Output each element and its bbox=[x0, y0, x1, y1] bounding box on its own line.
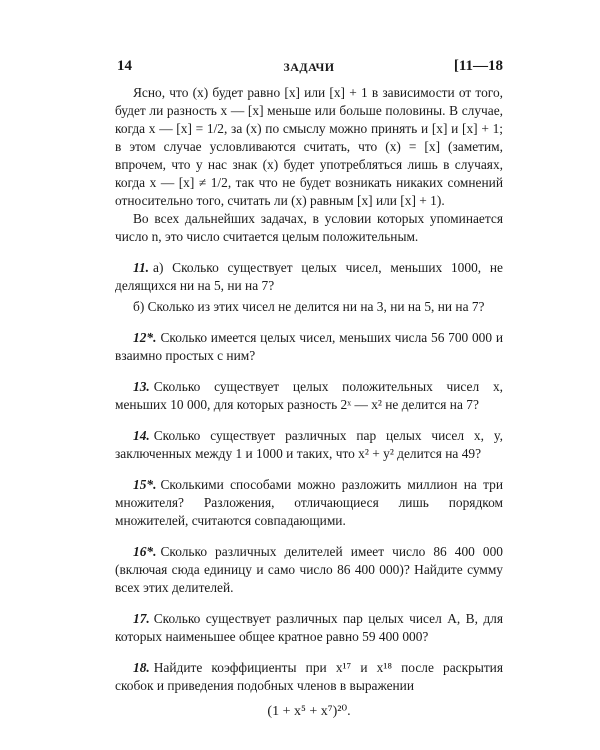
page-body bbox=[115, 84, 503, 721]
problem-text: Сколько различных делителей имеет число 86 400 000 (включая сюда единицу и само число 86 400 000)? Найдите сумму всех этих делителей. bbox=[115, 544, 503, 595]
problem-text: Сколько существует различных пар целых чисел x, y, заключенных между 1 и 1000 и таких, что x² + y² делится на 49? bbox=[115, 428, 503, 461]
problem-11a bbox=[115, 259, 503, 295]
problem-number: 12*. bbox=[133, 330, 157, 345]
chapter-title: ЗАДАЧИ bbox=[283, 60, 335, 74]
problem-number: 13. bbox=[133, 379, 150, 394]
problem-number: 11. bbox=[133, 260, 149, 275]
problem-13 bbox=[115, 378, 503, 414]
problem-text: Сколько существует целых положительных чисел x, меньших 10 000, для которых разность 2ˣ — x² не делится на 7? bbox=[115, 379, 503, 412]
problem-11b bbox=[115, 298, 503, 316]
problem-text: Найдите коэффициенты при x¹⁷ и x¹⁸ после раскрытия скобок и приведения подобных членов в выражении bbox=[115, 660, 503, 693]
problem-number: 14. bbox=[133, 428, 150, 443]
problem-17 bbox=[115, 610, 503, 646]
problem-range: [11—18 bbox=[453, 58, 503, 74]
problem-14 bbox=[115, 427, 503, 463]
problem-text: Сколькими способами можно разложить миллион на три множителя? Разложения, отличающиеся лишь порядком множителей, считаются совпадающими. bbox=[115, 477, 503, 528]
problem-18 bbox=[115, 659, 503, 695]
problem-number: 18. bbox=[133, 660, 150, 675]
problem-text: б) Сколько из этих чисел не делится ни на 3, ни на 5, ни на 7? bbox=[133, 299, 485, 314]
intro-paragraph-2: Во всех дальнейших задачах, в условии которых упоминается число n, это число считается целым положительным. bbox=[115, 211, 503, 244]
problem-number: 17. bbox=[133, 611, 150, 626]
intro-paragraph: Ясно, что (x) будет равно [x] или [x] + 1 в зависимости от того, будет ли разность x — [x] меньше или больше половины. В случае, когда x — [x] = 1/2, за (x) по смыслу можно принять и [x] и [x] + 1; в этом случае условливаются считать, что (x) = [x] (заметим, впрочем, что у нас знак (x) будет употребляться лишь в случаях, когда x — [x] ≠ 1/2, так что не будет возникать никаких сомнений относительно того, считать ли (x) равным [x] или [x] + 1). bbox=[115, 85, 503, 208]
problem-number: 16*. bbox=[133, 544, 157, 559]
problem-text: Сколько имеется целых чисел, меньших числа 56 700 000 и взаимно простых с ним? bbox=[115, 330, 503, 363]
formula: (1 + x⁵ + x⁷)²⁰. bbox=[267, 704, 351, 719]
page-number: 14 bbox=[117, 58, 132, 74]
problem-text: а) Сколько существует целых чисел, меньших 1000, не делящихся ни на 5, ни на 7? bbox=[115, 260, 503, 293]
problem-number: 15*. bbox=[133, 477, 157, 492]
problem-15 bbox=[115, 476, 503, 530]
problem-text: Сколько существует различных пар целых чисел A, B, для которых наименьшее общее кратное равно 59 400 000? bbox=[115, 611, 503, 644]
problem-16 bbox=[115, 543, 503, 597]
problem-12 bbox=[115, 329, 503, 365]
running-header bbox=[115, 58, 503, 78]
